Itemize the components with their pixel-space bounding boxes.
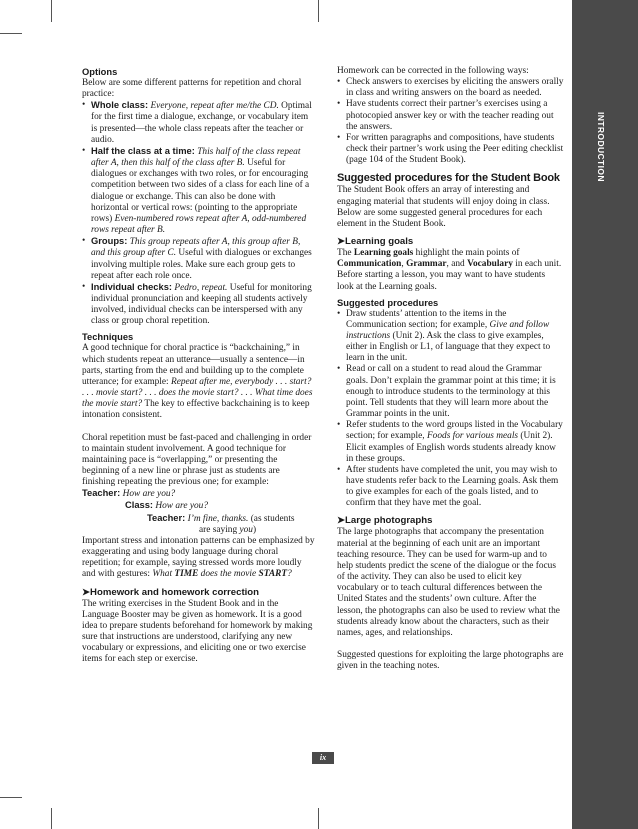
list-item: • Have students correct their partner’s exercises using a photocopied answer key or with the teacher reading out the answers.: [337, 99, 554, 132]
speaker-label: Class:: [125, 500, 154, 511]
options-list: [82, 100, 315, 327]
example-class-line: [82, 500, 315, 512]
bold-term: Learning goals: [353, 248, 414, 259]
stress-example: [152, 569, 291, 579]
options-heading: Options: [82, 67, 118, 77]
crop-mark: [318, 808, 319, 829]
speaker-label: Teacher:: [82, 488, 121, 499]
bullet-text: Check answers to exercises by eliciting the answers orally in class and writing answers on the board as needed.: [346, 77, 564, 99]
list-item: • Check answers to exercises by eliciting the answers orally in class and writing answers on the board as needed.: [337, 77, 564, 99]
learning-goals-heading: ➤Learning goals: [337, 236, 414, 248]
suggested-paragraph: The Student Book offers an array of interesting and engaging material that students will enjoy doing in class. Below are some suggested general procedures for each element in the Student Book.: [337, 185, 550, 229]
bullet-text: (Unit 2). Ask the class to give examples, either in English or L1, of language that they expect to learn in the unit.: [346, 330, 551, 364]
note-example: you: [239, 524, 253, 535]
example-text: How are you?: [122, 489, 176, 500]
stressed-word: START: [258, 569, 288, 580]
list-item: • Read or call on a student to read aloud the Grammar goals. Don’t explain the grammar point at this time; it is enough to introduce students to the terminology at this point. Tell students that they will learn more about the Grammar points in the unit.: [337, 364, 556, 420]
paragraph-text: Important stress and intonation patterns can be emphasized by exaggerating and using body language during choral repetition; for example, saying stressed words more loudly and with gestures:: [82, 535, 315, 580]
bullet-example: This half of the class repeat after A, then this half of the class after B.: [91, 146, 301, 169]
bullet-text: Useful with dialogues or exchanges involving multiple roles. Make sure each group gets to repeat after each role once.: [91, 248, 312, 281]
bullet-label: Groups:: [91, 236, 128, 247]
bullet-label: Individual checks:: [91, 281, 173, 292]
bullet-example: Pedro, repeat.: [174, 282, 228, 293]
large-photographs-paragraph: The large photographs that accompany the presentation material at the beginning of each unit are an important teaching resource. They can be used for warm-up and to help students predict the scene of the dialogue or the focus of the activity. They can also be used to elicit key vocabulary or to teach cultural differences between the United States and the students’ own culture. After the lesson, the photographs can also be used to review what the students already know about the characters, such as their names, ages, and relationships.: [337, 527, 560, 638]
left-column: [82, 66, 315, 666]
options-intro: Below are some different patterns for repetition and choral practice:: [82, 78, 302, 100]
homework-intro: Homework can be corrected in the following ways:: [337, 66, 529, 76]
homework-paragraph: The writing exercises in the Student Book and in the Language Booster may be given as homework. It is a good idea to prepare students beforehand for homework by making sure that instructions are understood, clarifying any new vocabulary or expressions, and eliciting one or two exercise items for each step or exercise.: [82, 598, 313, 665]
paragraph-text: A good technique for choral practice is “backchaining,” in which students repeat an utterance—usually a sentence—in parts, starting from the end and building up to the complete utterance; for example:: [82, 343, 305, 387]
right-column: [337, 66, 564, 672]
list-item: • For written paragraphs and compositions, have students check their partner’s work using the Peer editing checklist (page 104 of the Student Book).: [337, 132, 564, 166]
paragraph-text: ,: [401, 259, 404, 270]
example-word: ?: [287, 569, 292, 580]
bullet-text: (Unit 2). Elicit examples of English words students already know in these groups.: [346, 431, 556, 464]
section-label: INTRODUCTION: [596, 112, 606, 182]
paragraph-text: The: [337, 248, 352, 259]
example-text: I’m fine, thanks.: [187, 513, 249, 524]
list-item: • Individual checks: Pedro, repeat. Useful for monitoring individual pronunciation and keeping all students actively involved, individual checks can be interspersed with any class or group choral repetition.: [82, 281, 312, 327]
bullet-label: Whole class:: [91, 100, 149, 111]
list-item: • Half the class at a time: This half of the class repeat after A, then this half of the class after B. Useful for dialogues or exchanges with two roles, or for encouraging competition between two sides of a class for each line of a dialogue or exchange. This can also be done with horizontal or vertical rows: (pointing to the appropriate rows) Even-numbered rows repeat after A, odd-numbered rows repeat after B.: [82, 145, 310, 236]
bold-term: Grammar: [406, 259, 447, 270]
suggested-procedures-heading: Suggested procedures for the Student Book: [337, 172, 560, 185]
bullet-text: Useful for monitoring individual pronunciation and keeping all students actively involved, individual checks can be interspersed with any class or group choral repetition.: [91, 282, 312, 327]
paragraph-text: , and: [446, 259, 465, 270]
example-text: How are you?: [155, 501, 208, 512]
paragraph-text: highlight the main points of: [415, 248, 520, 259]
learning-goals-paragraph: [337, 248, 564, 293]
bullet-text: Refer students to the word groups listed in the Vocabulary section; for example,: [346, 420, 563, 442]
crop-mark: [0, 797, 22, 798]
example-text: Repeat after me, everybody . . . start? . . . movie start? . . . does the movie start? . . . What time does the movie start?: [82, 376, 313, 410]
speaker-label: Teacher:: [147, 512, 186, 523]
note-text: ): [252, 524, 257, 535]
suggested-procedures-subheading: Suggested procedures: [337, 297, 439, 308]
paragraph-text: The key to effective backchaining is to keep intonation consistent.: [82, 399, 310, 421]
stressed-word: TIME: [174, 569, 199, 580]
example-teacher2-note: [82, 525, 315, 536]
bullet-text: Have students correct their partner’s exercises using a photocopied answer key or with the teacher reading out the answers.: [346, 99, 554, 132]
list-item: • Whole class: Everyone, repeat after me/the CD. Optimal for the first time a dialogue, exchange, or vocabulary item is presented—the whole class repeats after the teacher or audio.: [82, 100, 312, 145]
homework-list: [337, 77, 564, 166]
list-item: • Draw students’ attention to the items in the Communication section; for example, Give and follow instructions (Unit 2). Ask the class to give examples, either in English or L1, of language that they expect to learn in the unit.: [337, 308, 551, 364]
procedures-list: [337, 309, 564, 510]
example-teacher-line: [82, 488, 315, 500]
crop-mark: [0, 33, 22, 34]
bullet-example: Foods for various meals: [426, 431, 519, 442]
example-word: What: [152, 569, 173, 580]
page-number: ix: [312, 752, 334, 764]
crop-mark: [51, 808, 52, 829]
note-text: (as students: [250, 513, 295, 524]
bullet-text: Optimal for the first time a dialogue, exchange, or vocabulary item is presented—the whole class repeats after the teacher or audio.: [91, 101, 312, 145]
large-photographs-note: Suggested questions for exploiting the large photographs are given in the teaching notes.: [337, 650, 564, 672]
example-word: does the movie: [200, 569, 257, 580]
example-teacher2-line: [82, 513, 315, 525]
bold-term: Vocabulary: [467, 259, 513, 270]
techniques-paragraph: [82, 343, 315, 421]
large-photographs-heading: ➤Large photographs: [337, 515, 433, 527]
bullet-text: Draw students’ attention to the items in the Communication section; for example,: [346, 308, 507, 330]
list-item: • After students have completed the unit, you may wish to have students refer back to the Learning goals. Ask them to give examples for each of the goals listed, and to confirm that they have met the goal.: [337, 464, 559, 509]
bullet-text: Useful for dialogues or exchanges with two roles, or for encouraging competition between two sides of a class for each line of a dialogue or exchange. This can also be done with horizontal or vertical rows: (pointing to the appropriate rows): [91, 158, 310, 224]
bold-term: Communication: [337, 259, 402, 270]
crop-mark: [318, 0, 319, 22]
stress-paragraph: [82, 536, 315, 581]
bullet-label: Half the class at a time:: [91, 145, 195, 156]
homework-heading: ➤Homework and homework correction: [82, 586, 260, 598]
bullet-example: Give and follow instructions: [346, 319, 550, 341]
list-item: • Refer students to the word groups listed in the Vocabulary section; for example, Foods for various meals (Unit 2). Elicit examples of English words students already know in these groups.: [337, 420, 563, 464]
bullet-example: Even-numbered rows repeat after A, odd-numbered rows repeat after B.: [91, 213, 307, 236]
techniques-heading: Techniques: [82, 332, 134, 343]
crop-mark: [51, 0, 52, 22]
list-item: • Groups: This group repeats after A, this group after B, and this group after C. Useful with dialogues or exchanges involving multiple roles. Make sure each group gets to repeat after each role once.: [82, 236, 312, 281]
note-text: are saying: [199, 524, 238, 535]
bullet-text: After students have completed the unit, you may wish to have students refer back to the Learning goals. Ask them to give examples for each of the goals listed, and to confirm that they have met the goal.: [346, 464, 559, 509]
bullet-text: Read or call on a student to read aloud the Grammar goals. Don’t explain the grammar point at this time; it is enough to introduce students to the terminology at this point. Tell students that they will learn more about the Grammar points in the unit.: [346, 364, 556, 420]
overlapping-paragraph: Choral repetition must be fast-paced and challenging in order to maintain student involvement. A good technique for maintaining pace is “overlapping,” or presenting the beginning of a new line or phrase just as students are finishing repeating the previous one; for example:: [82, 432, 312, 488]
paragraph-text: in each unit. Before starting a lesson, you may want to have students look at the Learning goals.: [337, 259, 562, 292]
bullet-example: This group repeats after A, this group after B, and this group after C.: [91, 237, 301, 259]
bullet-text: For written paragraphs and compositions, have students check their partner’s work using the Peer editing checklist (page 104 of the Student Book).: [346, 132, 564, 166]
bullet-example: Everyone, repeat after me/the CD.: [150, 101, 279, 112]
